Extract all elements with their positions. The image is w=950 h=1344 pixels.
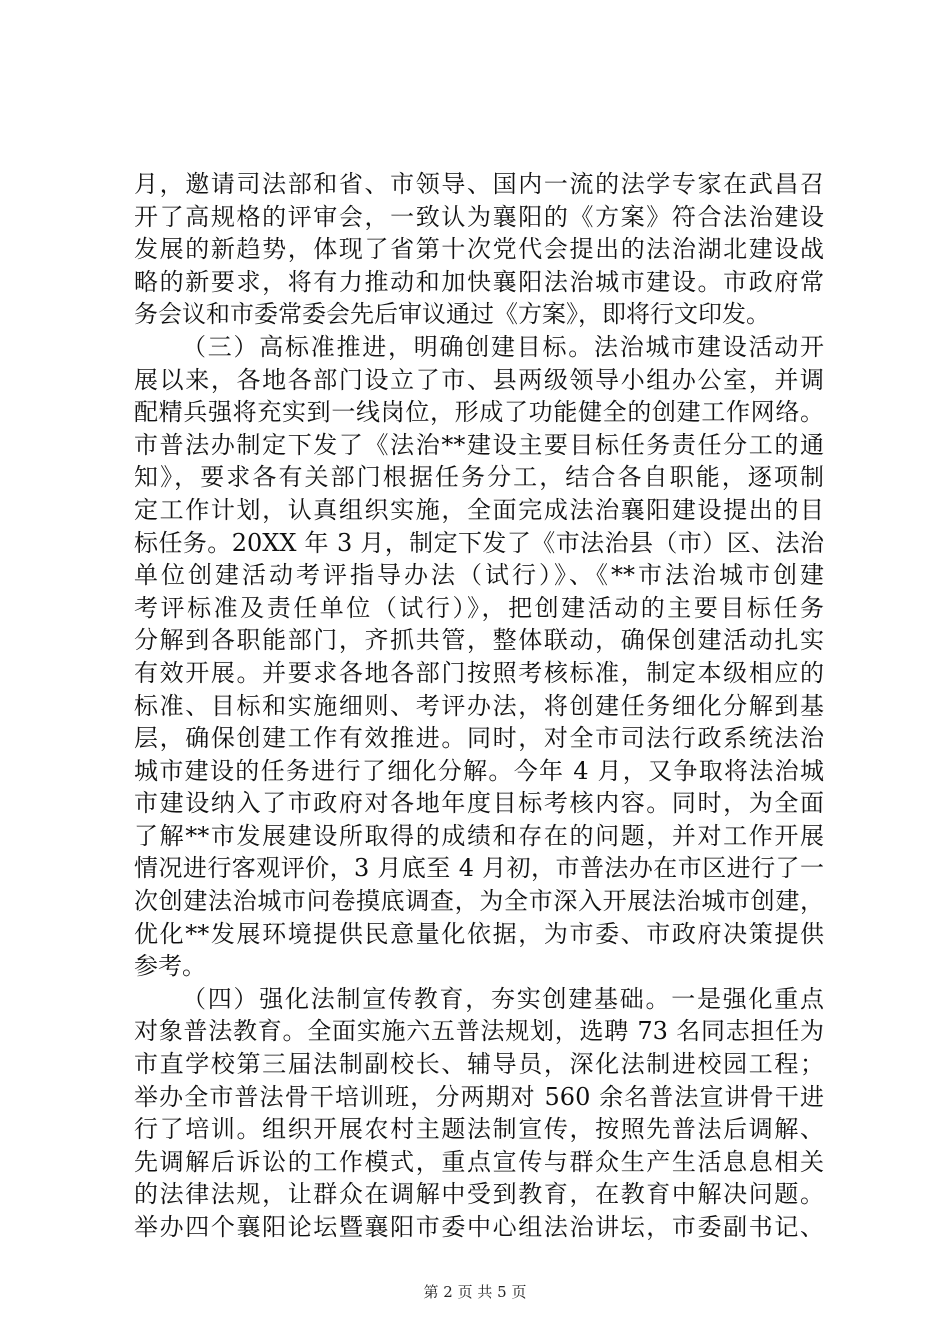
text-line: 展以来，各地各部门设立了市、县两级领导小组办公室，并调 [134,365,824,394]
text-line: 开了高规格的评审会，一致认为襄阳的《方案》符合法治建设 [134,202,824,231]
text-line: 发展的新趋势，体现了省第十次党代会提出的法治湖北建设战 [134,235,824,264]
text-line: 情况进行客观评价，3 月底至 4 月初，市普法办在市区进行了一 [134,854,824,883]
text-line: 配精兵强将充实到一线岗位，形成了功能健全的创建工作网络。 [134,398,824,427]
text-line: 市建设纳入了市政府对各地年度目标考核内容。同时，为全面 [134,789,824,818]
paragraph-heading-line: （三）高标准推进，明确创建目标。法治城市建设活动开 [182,332,824,361]
text-line: 优化**发展环境提供民意量化依据，为市委、市政府决策提供 [134,919,824,948]
document-body [134,168,824,1244]
page-number-footer: 第 2 页 共 5 页 [423,1283,527,1301]
text-line: 有效开展。并要求各地各部门按照考核标准，制定本级相应的 [134,658,824,687]
text-line: 标准、目标和实施细则、考评办法，将创建任务细化分解到基 [134,691,824,720]
text-line: 了解**市发展建设所取得的成绩和存在的问题，并对工作开展 [134,821,824,850]
text-line: 月，邀请司法部和省、市领导、国内一流的法学专家在武昌召 [134,170,824,198]
text-line: 层，确保创建工作有效推进。同时，对全市司法行政系统法治 [134,724,824,753]
text-line: 标任务。20XX 年 3 月，制定下发了《市法治县（市）区、法治 [134,528,824,557]
text-line: 略的新要求，将有力推动和加快襄阳法治城市建设。市政府常 [134,267,824,296]
paragraph-heading-line: （四）强化法制宣传教育，夯实创建基础。一是强化重点 [182,984,824,1013]
text-line: 分解到各职能部门，齐抓共管，整体联动，确保创建活动扎实 [134,626,824,655]
text-line: 参考。 [134,952,206,981]
text-line: 定工作计划，认真组织实施，全面完成法治襄阳建设提出的目 [134,495,824,524]
text-line: 单位创建活动考评指导办法（试行）》、《**市法治城市创建 [134,561,824,590]
text-line: 务会议和市委常委会先后审议通过《方案》，即将行文印发。 [134,300,770,329]
text-line: 举办四个襄阳论坛暨襄阳市委中心组法治讲坛，市委副书记、 [134,1213,824,1241]
text-line: 行了培训。组织开展农村主题法制宣传，按照先普法后调解、 [134,1115,824,1144]
text-line: 考评标准及责任单位（试行）》，把创建活动的主要目标任务 [134,593,824,622]
text-line: 市直学校第三届法制副校长、辅导员，深化法制进校园工程； [134,1050,824,1079]
text-line: 对象普法教育。全面实施六五普法规划，选聘 73 名同志担任为 [134,1017,824,1046]
text-line: 次创建法治城市问卷摸底调查，为全市深入开展法治城市创建， [134,887,824,916]
text-line: 举办全市普法骨干培训班，分两期对 560 余名普法宣讲骨干进 [134,1082,824,1111]
text-line: 知》，要求各有关部门根据任务分工，结合各自职能，逐项制 [134,463,824,492]
text-line: 先调解后诉讼的工作模式，重点宣传与群众生产生活息息相关 [134,1147,824,1176]
text-line: 城市建设的任务进行了细化分解。今年 4 月，又争取将法治城 [134,756,824,785]
text-line: 的法律法规，让群众在调解中受到教育，在教育中解决问题。 [134,1180,824,1209]
text-line: 市普法办制定下发了《法治**建设主要目标任务责任分工的通 [134,430,824,459]
